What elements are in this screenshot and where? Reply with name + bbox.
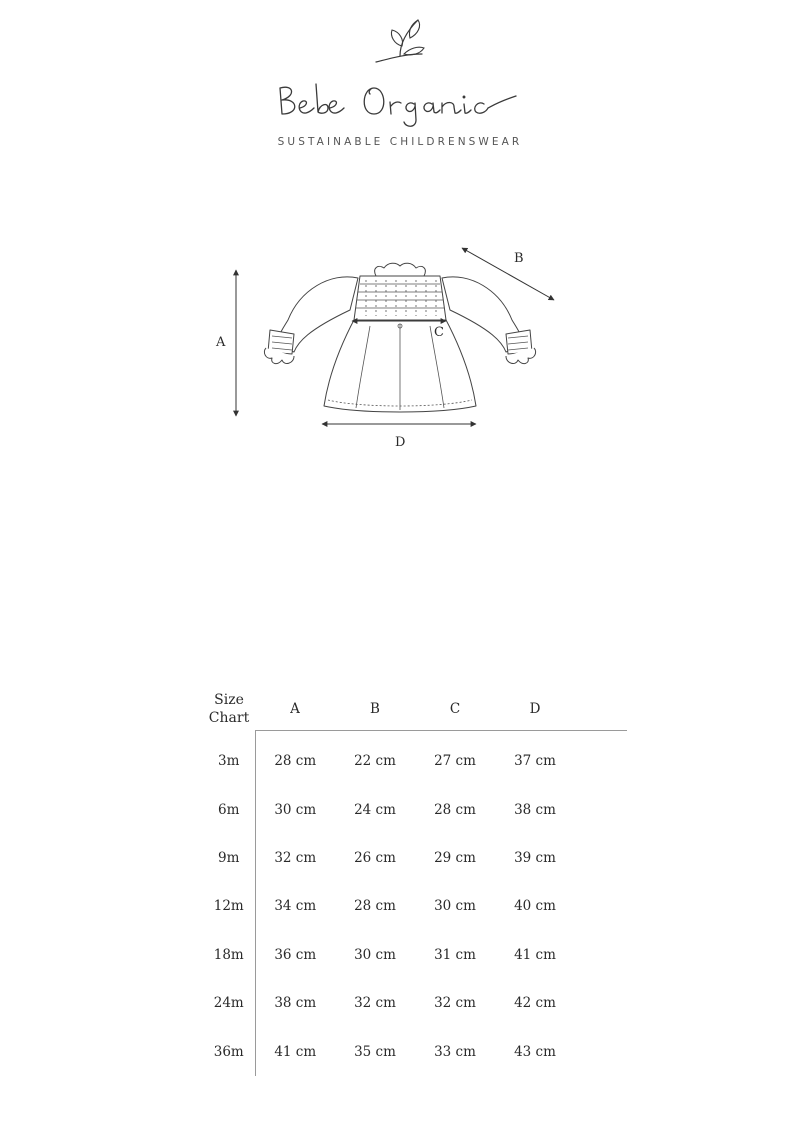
row-padding (575, 882, 627, 930)
measurement-cell: 33 cm (434, 1043, 476, 1060)
size-cell: 12m (203, 882, 255, 930)
brand-script-logo (270, 78, 530, 130)
size-cell: 24m (203, 979, 255, 1027)
brand-tagline: SUSTAINABLE CHILDRENSWEAR (277, 136, 523, 148)
dimension-label-a: A (216, 335, 226, 350)
table-row (203, 834, 627, 882)
measurement-cell: 32 cm (274, 849, 317, 866)
row-padding (575, 979, 627, 1027)
size-chart-corner-label (203, 688, 255, 731)
measurement-cell: 36 cm (274, 946, 317, 963)
column-header-c: C (415, 688, 495, 731)
size-cell: 3m (203, 731, 255, 786)
garment-measurement-diagram (200, 230, 600, 460)
measurement-cell: 32 cm (434, 995, 476, 1012)
size-cell: 36m (203, 1027, 255, 1075)
dimension-label-b: B (514, 251, 524, 266)
measurement-cell: 37 cm (514, 753, 556, 770)
measurement-cell: 39 cm (514, 849, 556, 866)
measurement-cell: 30 cm (354, 946, 396, 963)
dimension-label-c: C (434, 325, 444, 340)
measurement-cell: 38 cm (514, 801, 556, 818)
dimension-label-d: D (395, 435, 406, 450)
row-padding (575, 785, 627, 833)
size-chart-table (203, 688, 627, 1076)
leaf-logo-icon (370, 14, 430, 68)
size-cell: 18m (203, 931, 255, 979)
size-cell: 6m (203, 785, 255, 833)
header-rule-extension (575, 688, 627, 731)
column-header-b: B (335, 688, 415, 731)
column-header-a: A (255, 688, 335, 731)
size-cell: 9m (203, 834, 255, 882)
measurement-cell: 30 cm (434, 898, 476, 915)
measurement-cell: 28 cm (274, 753, 317, 770)
measurement-cell: 26 cm (354, 849, 396, 866)
table-row (203, 1027, 627, 1075)
measurement-cell: 42 cm (514, 995, 556, 1012)
measurement-cell: 32 cm (354, 995, 396, 1012)
measurement-cell: 41 cm (274, 1043, 317, 1060)
measurement-cell: 28 cm (354, 898, 396, 915)
column-header-d: D (495, 688, 575, 731)
row-padding (575, 1027, 627, 1075)
measurement-cell: 35 cm (354, 1043, 396, 1060)
measurement-cell: 22 cm (354, 753, 396, 770)
corner-label-line2: Chart (208, 710, 250, 727)
row-padding (575, 731, 627, 786)
measurement-cell: 24 cm (354, 801, 396, 818)
table-row (203, 979, 627, 1027)
table-row (203, 882, 627, 930)
measurement-cell: 30 cm (274, 801, 317, 818)
row-padding (575, 931, 627, 979)
measurement-cell: 31 cm (434, 946, 476, 963)
measurement-cell: 43 cm (514, 1043, 556, 1060)
measurement-cell: 38 cm (274, 995, 317, 1012)
measurement-cell: 34 cm (274, 898, 317, 915)
measurement-cell: 40 cm (514, 898, 556, 915)
table-row (203, 931, 627, 979)
row-padding (575, 834, 627, 882)
measurement-cell: 41 cm (514, 946, 556, 963)
corner-label-line1: Size (214, 692, 244, 709)
table-row (203, 731, 627, 786)
size-chart-header-row (203, 688, 627, 731)
measurement-cell: 29 cm (434, 849, 476, 866)
measurement-cell: 27 cm (434, 753, 476, 770)
table-row (203, 785, 627, 833)
measurement-cell: 28 cm (434, 801, 476, 818)
